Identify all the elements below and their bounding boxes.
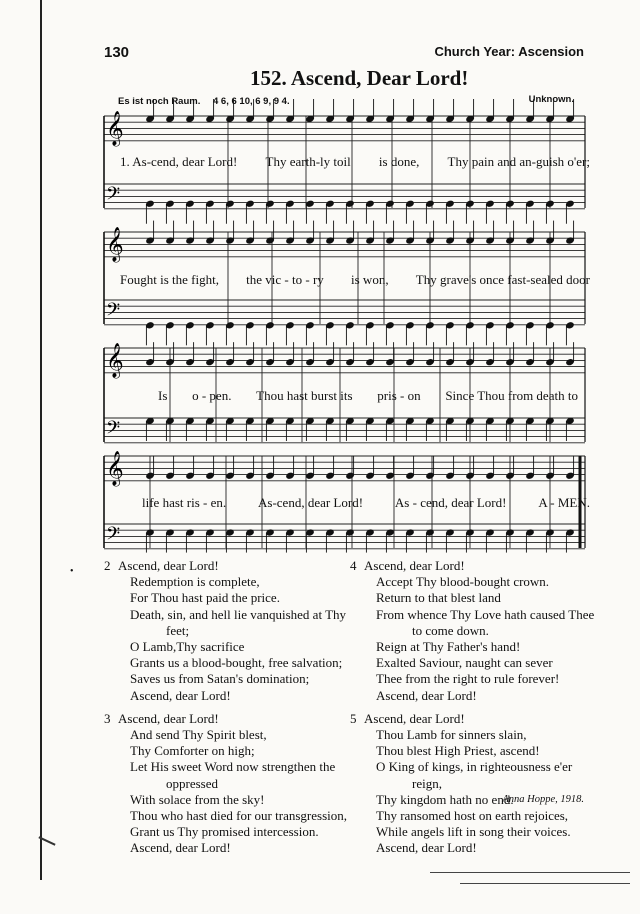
bass-clef: 𝄢	[106, 418, 121, 443]
bass-clef: 𝄢	[106, 300, 121, 325]
stanza-line: While angels lift in song their voices.	[376, 824, 571, 840]
margin-dot: •	[70, 566, 74, 577]
stanza-line: Redemption is complete,	[130, 574, 260, 590]
stanza-4	[350, 558, 596, 704]
lyric-2-b: the vic - to - ry	[246, 272, 324, 287]
stanza-line: Reign at Thy Father's hand!	[376, 639, 521, 655]
lyric-3-a: Is	[158, 388, 168, 403]
stanza-line: Ascend, dear Lord!	[376, 840, 477, 856]
treble-clef: 𝄞	[106, 343, 124, 378]
lyric-line-1	[120, 154, 590, 170]
bottom-rule	[430, 872, 630, 873]
stanza-line: And send Thy Spirit blest,	[130, 727, 267, 743]
bass-clef: 𝄢	[106, 524, 121, 549]
section-heading: Church Year: Ascension	[434, 44, 584, 59]
stanza-line: Ascend, dear Lord!	[364, 710, 465, 726]
treble-clef: 𝄞	[106, 111, 124, 146]
stanza-line: Thy ransomed host on earth rejoices,	[376, 808, 569, 824]
stanza-line: Ascend, dear Lord!	[130, 687, 231, 703]
lyric-3-d: pris - on	[377, 388, 421, 403]
stanzas-right	[350, 558, 596, 864]
stanza-line: Thou blest High Priest, ascend!	[376, 743, 540, 759]
hymn-title: 152. Ascend, Dear Lord!	[250, 66, 469, 90]
bass-clef: 𝄢	[106, 184, 121, 209]
stanza-line: Death, sin, and hell lie vanquished at Thy	[130, 606, 347, 622]
stanza-line: Thy Comforter on high;	[130, 743, 255, 759]
bottom-rule-2	[460, 883, 630, 884]
stanzas-left	[104, 558, 347, 864]
stanza-line: Ascend, dear Lord!	[130, 840, 231, 856]
stanza-line: Accept Thy blood-bought crown.	[376, 574, 550, 590]
lyric-line-4	[142, 495, 590, 511]
lyric-line-2	[120, 272, 590, 288]
lyric-1-a: 1. As-cend, dear Lord!	[120, 154, 238, 169]
stanza-5-number: 5	[350, 710, 357, 726]
stanza-3	[104, 710, 347, 857]
lyric-4-d: A - MEN.	[538, 495, 590, 510]
stanza-3-number: 3	[104, 710, 111, 726]
lyric-3-e: Since Thou from death to	[445, 388, 578, 403]
stanza-line: O King of kings, in righteousness e'er	[376, 759, 573, 775]
stanza-line: reign,	[412, 775, 442, 791]
stanza-line: Grants us a blood-bought, free salvation;	[130, 655, 343, 671]
stanza-line: to come down.	[412, 622, 489, 638]
lyric-2-d: Thy grave's once fast-sealed door	[415, 272, 590, 287]
stanza-line: Ascend, dear Lord!	[376, 687, 477, 703]
lyric-3-b: o - pen.	[192, 388, 232, 403]
stanza-line: From whence Thy Love hath caused Thee	[376, 606, 595, 622]
stanza-2	[104, 558, 347, 704]
stanza-line: Let His sweet Word now strengthen the	[130, 759, 336, 775]
stanza-line: Thou who hast died for our transgression,	[130, 808, 347, 824]
lyric-1-b: Thy earth-ly toil	[265, 154, 351, 169]
stanza-line: feet;	[166, 622, 190, 638]
composer: Unknown.	[528, 94, 574, 105]
stanza-line: Ascend, dear Lord!	[118, 710, 219, 726]
stanza-line: oppressed	[166, 775, 218, 791]
stanza-4-number: 4	[350, 558, 357, 573]
stanza-line: Saves us from Satan's domination;	[130, 671, 310, 687]
stanza-5	[350, 710, 596, 857]
lyric-4-b: As-cend, dear Lord!	[258, 495, 364, 510]
lyric-4-a: life hast ris - en.	[142, 495, 227, 510]
lyric-4-c: As - cend, dear Lord!	[394, 495, 507, 510]
lyric-1-d: Thy pain and an-guish o'er;	[447, 154, 590, 169]
stanza-2-number: 2	[104, 558, 111, 573]
stanza-line: Return to that blest land	[376, 590, 501, 606]
stanza-line: O Lamb,Thy sacrifice	[130, 639, 245, 655]
stanza-line: Ascend, dear Lord!	[364, 558, 465, 573]
lyric-line-3	[158, 388, 578, 404]
meter: 4 6, 6 10, 6 9, 9 4.	[213, 96, 290, 107]
stanza-line: Thy kingdom hath no end.	[376, 791, 514, 807]
lyric-3-c: Thou hast burst its	[256, 388, 353, 403]
author-credit: Anna Hoppe, 1918.	[502, 794, 584, 805]
stanza-line: For Thou hast paid the price.	[130, 590, 280, 606]
lyric-2-a: Fought is the fight,	[120, 272, 219, 287]
page-number: 130	[104, 44, 130, 61]
treble-clef: 𝄞	[106, 227, 124, 262]
stanza-line: Exalted Saviour, naught can sever	[376, 655, 553, 671]
lyric-1-c: is done,	[378, 154, 420, 169]
stanza-line: With solace from the sky!	[130, 791, 265, 807]
stanza-line: Thou Lamb for sinners slain,	[376, 727, 527, 743]
stanza-line: Ascend, dear Lord!	[118, 558, 219, 573]
stanza-line: Thee from the right to rule forever!	[376, 671, 560, 687]
tune-name: Es ist noch Raum.	[118, 96, 201, 107]
lyric-2-c: is won,	[351, 272, 389, 287]
treble-clef: 𝄞	[106, 451, 124, 486]
stanza-line: Grant us Thy promised intercession.	[130, 824, 319, 840]
